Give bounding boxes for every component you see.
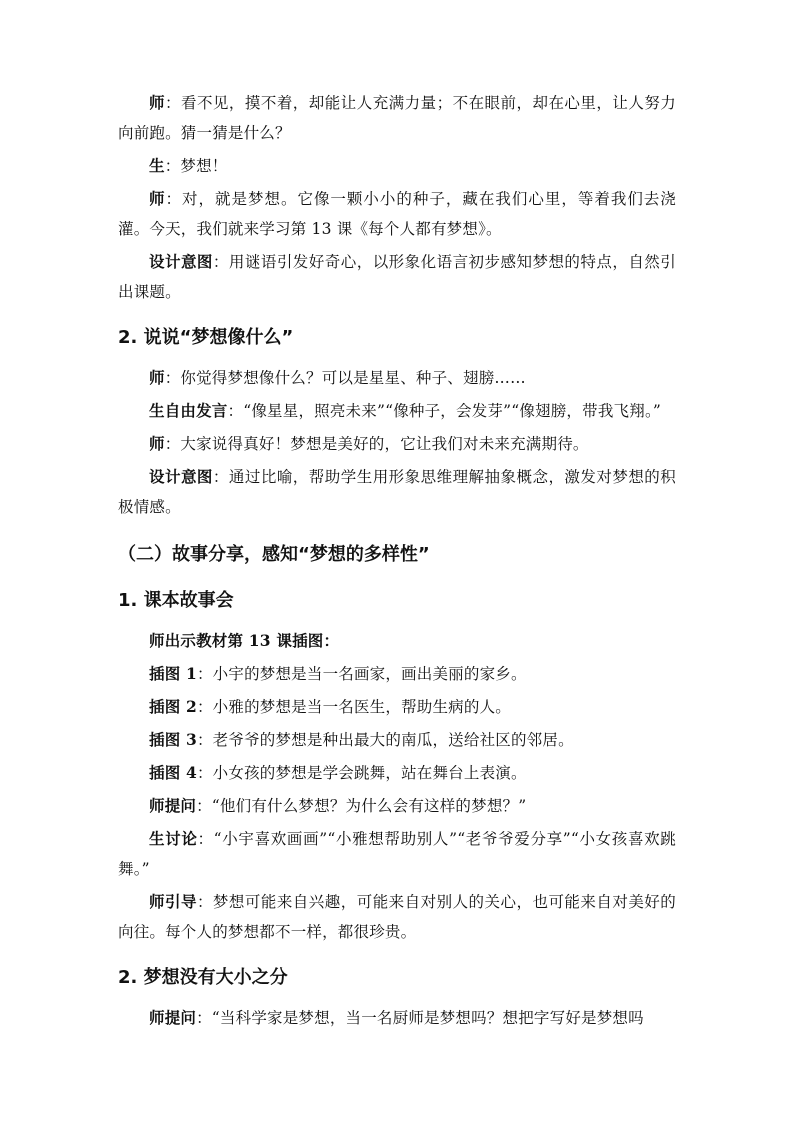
paragraph-text: ：对，就是梦想。它像一颗小小的种子，藏在我们心里，等着我们去浇灌。今天，我们就来学习第 13 课《每个人都有梦想》。 xyxy=(118,190,677,238)
paragraph-text: ：“小宇喜欢画画”“小雅想帮助别人”“老爷爷爱分享”“小女孩喜欢跳舞。” xyxy=(118,830,676,878)
paragraph-text: ：小女孩的梦想是学会跳舞，站在舞台上表演。 xyxy=(196,764,527,782)
illustration-label: 插图 4 xyxy=(149,763,197,782)
speaker-label: 师出示教材第 13 课插图： xyxy=(149,631,340,650)
paragraph xyxy=(118,887,676,947)
paragraph xyxy=(118,363,676,393)
speaker-label: 生自由发言 xyxy=(149,401,228,420)
speaker-label: 师 xyxy=(149,434,165,453)
illustration-item xyxy=(118,692,676,722)
section-heading: （二）故事分享，感知“梦想的多样性” xyxy=(118,544,430,565)
document-page xyxy=(118,88,676,1036)
paragraph-text: ：看不见，摸不着，却能让人充满力量；不在眼前，却在心里，让人努力向前跑。猜一猜是什么？ xyxy=(118,94,676,142)
speaker-label: 师引导 xyxy=(149,892,197,911)
speaker-label: 生讨论 xyxy=(149,829,198,848)
design-intent-paragraph xyxy=(118,247,676,307)
illustration-label: 插图 1 xyxy=(149,664,197,683)
speaker-label: 师 xyxy=(149,93,165,112)
paragraph-text: ：老爷爷的梦想是种出最大的南瓜，送给社区的邻居。 xyxy=(196,731,574,749)
paragraph-text: ：大家说得真好！梦想是美好的，它让我们对未来充满期待。 xyxy=(164,435,589,453)
paragraph xyxy=(118,88,676,148)
design-intent-label: 设计意图 xyxy=(149,467,213,486)
illustration-label: 插图 2 xyxy=(149,697,197,716)
speaker-label: 师提问 xyxy=(149,796,197,815)
speaker-label: 生 xyxy=(149,156,165,175)
paragraph xyxy=(118,626,676,656)
paragraph-text: ：用谜语引发好奇心，以形象化语言初步感知梦想的特点，自然引出课题。 xyxy=(118,253,676,301)
subsection-heading: 1. 课本故事会 xyxy=(118,590,234,611)
speaker-label: 师提问 xyxy=(149,1008,197,1027)
paragraph-text: ：你觉得梦想像什么？可以是星星、种子、翅膀…… xyxy=(164,369,526,387)
design-intent-paragraph xyxy=(118,462,676,522)
paragraph-text: ：小宇的梦想是当一名画家，画出美丽的家乡。 xyxy=(196,665,527,683)
subsection-heading: 2. 说说“梦想像什么” xyxy=(118,327,294,348)
speaker-label: 师 xyxy=(149,189,166,208)
paragraph xyxy=(118,184,676,244)
paragraph-text: ：小雅的梦想是当一名医生，帮助生病的人。 xyxy=(196,698,511,716)
paragraph xyxy=(118,151,676,181)
paragraph-text: ：梦想可能来自兴趣，可能来自对别人的关心，也可能来自对美好的向往。每个人的梦想都不一样，都很珍贵。 xyxy=(118,893,676,941)
paragraph-text: ：通过比喻，帮助学生用形象思维理解抽象概念，激发对梦想的积极情感。 xyxy=(118,468,676,516)
paragraph-text: ：梦想！ xyxy=(164,157,228,175)
illustration-label: 插图 3 xyxy=(149,730,197,749)
paragraph xyxy=(118,396,676,426)
speaker-label: 师 xyxy=(149,368,165,387)
illustration-item xyxy=(118,758,676,788)
paragraph xyxy=(118,429,676,459)
paragraph-text: ：“像星星，照亮未来”“像种子，会发芽”“像翅膀，带我飞翔。” xyxy=(227,402,662,420)
paragraph xyxy=(118,1003,676,1033)
paragraph xyxy=(118,824,676,884)
paragraph xyxy=(118,791,676,821)
illustration-item xyxy=(118,725,676,755)
design-intent-label: 设计意图 xyxy=(149,252,213,271)
paragraph-text: ：“当科学家是梦想，当一名厨师是梦想吗？想把字写好是梦想吗 xyxy=(196,1009,644,1027)
illustration-item xyxy=(118,659,676,689)
paragraph-text: ：“他们有什么梦想？为什么会有这样的梦想？” xyxy=(196,797,527,815)
subsection-heading: 2. 梦想没有大小之分 xyxy=(118,967,288,988)
